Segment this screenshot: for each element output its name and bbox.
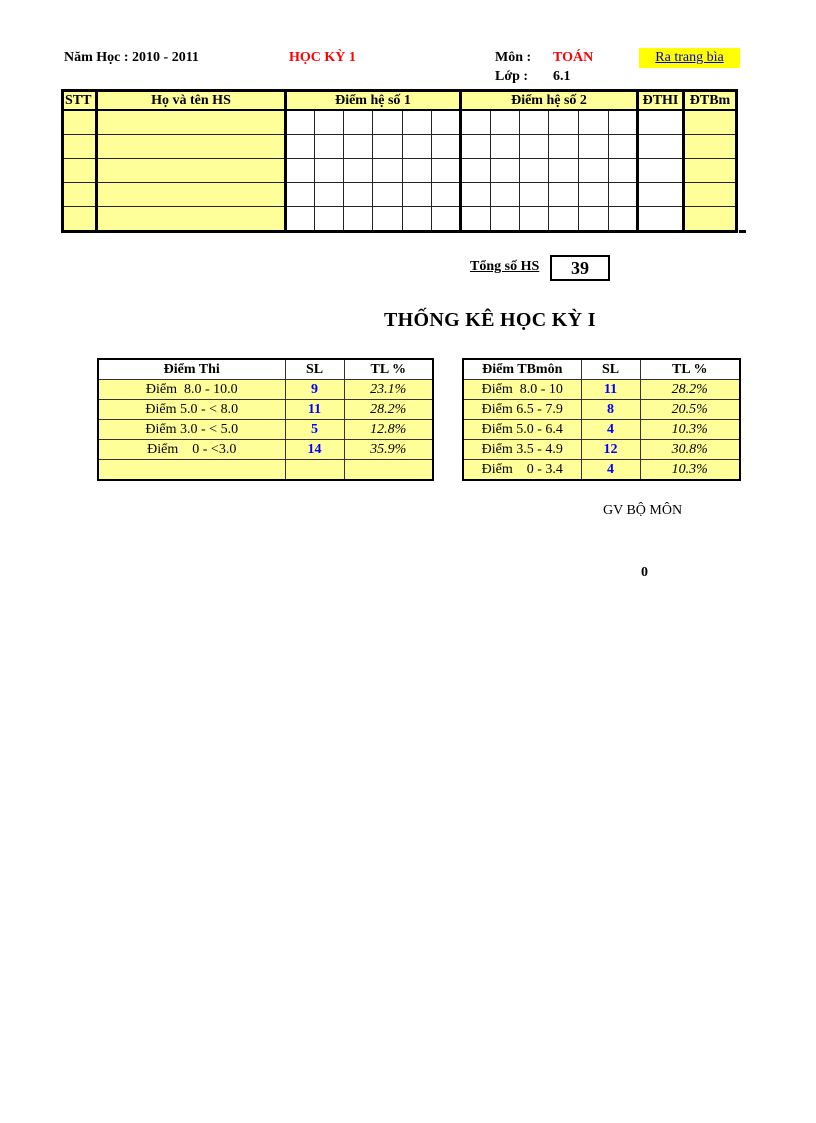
- name-cell[interactable]: [97, 135, 286, 159]
- name-cell[interactable]: [97, 207, 286, 232]
- coef1-cell[interactable]: [432, 110, 461, 135]
- coef1-cell[interactable]: [373, 183, 403, 207]
- count-cell: 11: [581, 380, 640, 400]
- percent-cell: 28.2%: [640, 380, 740, 400]
- avg-stats-row: [463, 380, 740, 400]
- avg-stats-header: [463, 359, 740, 380]
- coef2-cell[interactable]: [491, 183, 520, 207]
- coef1-cell[interactable]: [286, 110, 315, 135]
- count-cell: 9: [285, 380, 344, 400]
- coef2-cell[interactable]: [609, 110, 638, 135]
- coef1-cell[interactable]: [315, 135, 344, 159]
- coef2-cell[interactable]: [579, 207, 609, 232]
- avg-cell[interactable]: [684, 110, 737, 135]
- col-coef1: Điểm hệ số 1: [286, 91, 461, 111]
- table-row: [63, 159, 737, 183]
- range-cell: Điểm 0 - 3.4: [463, 460, 581, 481]
- coef2-cell[interactable]: [609, 135, 638, 159]
- coef1-cell[interactable]: [403, 135, 432, 159]
- name-cell[interactable]: [97, 110, 286, 135]
- range-cell: Điểm 8.0 - 10.0: [98, 380, 285, 400]
- coef2-cell[interactable]: [549, 110, 579, 135]
- percent-cell: 10.3%: [640, 460, 740, 481]
- exam-cell[interactable]: [638, 110, 684, 135]
- avg-tl-header: TL %: [640, 359, 740, 380]
- coef1-cell[interactable]: [315, 159, 344, 183]
- exam-sl-header: SL: [285, 359, 344, 380]
- coef1-cell[interactable]: [344, 159, 373, 183]
- coef2-cell[interactable]: [609, 183, 638, 207]
- table-row: [63, 110, 737, 135]
- range-cell: Điểm 8.0 - 10: [463, 380, 581, 400]
- count-cell: 4: [581, 420, 640, 440]
- exam-stats-header: [98, 359, 433, 380]
- coef1-cell[interactable]: [373, 135, 403, 159]
- exam-cell[interactable]: [638, 159, 684, 183]
- percent-cell: [344, 460, 433, 481]
- table-row: [63, 207, 737, 232]
- coef1-cell[interactable]: [373, 207, 403, 232]
- table-row: [63, 183, 737, 207]
- coef2-cell[interactable]: [491, 135, 520, 159]
- avg-cell[interactable]: [684, 135, 737, 159]
- school-year: Năm Học : 2010 - 2011: [64, 50, 199, 65]
- avg-stats-table: [462, 358, 741, 481]
- coef1-cell[interactable]: [344, 135, 373, 159]
- exam-stats-table: [97, 358, 434, 481]
- count-cell: 12: [581, 440, 640, 460]
- count-cell: 8: [581, 400, 640, 420]
- exam-stats-row: [98, 440, 433, 460]
- coef1-cell[interactable]: [432, 159, 461, 183]
- coef2-cell[interactable]: [549, 207, 579, 232]
- teacher-name: 0: [641, 565, 648, 580]
- exam-stats-row: [98, 380, 433, 400]
- stt-cell[interactable]: [63, 110, 97, 135]
- percent-cell: 12.8%: [344, 420, 433, 440]
- coef2-cell[interactable]: [549, 183, 579, 207]
- table-bottom-border-extension: [739, 230, 746, 233]
- col-avg: ĐTBm: [684, 91, 737, 111]
- coef2-cell[interactable]: [491, 159, 520, 183]
- percent-cell: 10.3%: [640, 420, 740, 440]
- coef2-cell[interactable]: [520, 183, 549, 207]
- exam-cell[interactable]: [638, 135, 684, 159]
- name-cell[interactable]: [97, 183, 286, 207]
- coef2-cell[interactable]: [491, 110, 520, 135]
- coef2-cell[interactable]: [461, 135, 491, 159]
- percent-cell: 35.9%: [344, 440, 433, 460]
- stt-cell[interactable]: [63, 159, 97, 183]
- semester-title: HỌC KỲ 1: [289, 50, 356, 65]
- avg-stats-row: [463, 440, 740, 460]
- col-name: Họ và tên HS: [97, 91, 286, 111]
- coef2-cell[interactable]: [579, 183, 609, 207]
- avg-cell[interactable]: [684, 183, 737, 207]
- coef2-cell[interactable]: [520, 135, 549, 159]
- avg-cell[interactable]: [684, 159, 737, 183]
- avg-cell[interactable]: [684, 207, 737, 232]
- subject-value: TOÁN: [553, 50, 594, 65]
- class-value: 6.1: [553, 69, 571, 84]
- coef2-cell[interactable]: [461, 110, 491, 135]
- col-coef2: Điểm hệ số 2: [461, 91, 638, 111]
- range-cell: [98, 460, 285, 481]
- coef1-cell[interactable]: [315, 207, 344, 232]
- range-cell: Điểm 5.0 - < 8.0: [98, 400, 285, 420]
- grade-table: [61, 89, 738, 233]
- grade-table-header: [63, 91, 737, 111]
- coef1-cell[interactable]: [286, 207, 315, 232]
- coef2-cell[interactable]: [520, 207, 549, 232]
- exam-cell[interactable]: [638, 207, 684, 232]
- percent-cell: 20.5%: [640, 400, 740, 420]
- total-students-label: Tổng số HS: [470, 259, 540, 274]
- count-cell: 5: [285, 420, 344, 440]
- cover-page-link[interactable]: Ra trang bìa: [655, 50, 724, 65]
- teacher-label: GV BỘ MÔN: [603, 503, 683, 518]
- stt-cell[interactable]: [63, 183, 97, 207]
- percent-cell: 23.1%: [344, 380, 433, 400]
- coef2-cell[interactable]: [579, 159, 609, 183]
- total-students-value: 39: [550, 255, 610, 281]
- coef1-cell[interactable]: [344, 183, 373, 207]
- coef1-cell[interactable]: [432, 135, 461, 159]
- stt-cell[interactable]: [63, 207, 97, 232]
- coef1-cell[interactable]: [432, 207, 461, 232]
- range-cell: Điểm 6.5 - 7.9: [463, 400, 581, 420]
- coef2-cell[interactable]: [609, 207, 638, 232]
- coef2-cell[interactable]: [579, 135, 609, 159]
- coef2-cell[interactable]: [491, 207, 520, 232]
- percent-cell: 30.8%: [640, 440, 740, 460]
- coef1-cell[interactable]: [403, 207, 432, 232]
- count-cell: 4: [581, 460, 640, 481]
- exam-stats-row: [98, 400, 433, 420]
- coef1-cell[interactable]: [403, 110, 432, 135]
- exam-tl-header: TL %: [344, 359, 433, 380]
- coef1-cell[interactable]: [432, 183, 461, 207]
- coef1-cell[interactable]: [286, 183, 315, 207]
- count-cell: [285, 460, 344, 481]
- avg-stats-row: [463, 400, 740, 420]
- table-row: [63, 135, 737, 159]
- name-cell[interactable]: [97, 159, 286, 183]
- count-cell: 14: [285, 440, 344, 460]
- coef2-cell[interactable]: [579, 110, 609, 135]
- coef2-cell[interactable]: [549, 135, 579, 159]
- coef2-cell[interactable]: [461, 207, 491, 232]
- exam-stats-row: [98, 420, 433, 440]
- coef2-cell[interactable]: [461, 159, 491, 183]
- avg-stats-row: [463, 420, 740, 440]
- range-cell: Điểm 0 - <3.0: [98, 440, 285, 460]
- coef1-cell[interactable]: [286, 135, 315, 159]
- coef2-cell[interactable]: [520, 110, 549, 135]
- col-stt: STT: [63, 91, 97, 111]
- coef1-cell[interactable]: [403, 159, 432, 183]
- coef1-cell[interactable]: [373, 159, 403, 183]
- coef1-cell[interactable]: [403, 183, 432, 207]
- coef2-cell[interactable]: [609, 159, 638, 183]
- exam-cell[interactable]: [638, 183, 684, 207]
- exam-range-header: Điểm Thi: [98, 359, 285, 380]
- coef2-cell[interactable]: [549, 159, 579, 183]
- avg-sl-header: SL: [581, 359, 640, 380]
- range-cell: Điểm 3.0 - < 5.0: [98, 420, 285, 440]
- percent-cell: 28.2%: [344, 400, 433, 420]
- coef2-cell[interactable]: [520, 159, 549, 183]
- stats-title: THỐNG KÊ HỌC KỲ I: [384, 309, 596, 331]
- coef1-cell[interactable]: [373, 110, 403, 135]
- avg-range-header: Điểm TBmôn: [463, 359, 581, 380]
- coef1-cell[interactable]: [344, 207, 373, 232]
- coef1-cell[interactable]: [315, 110, 344, 135]
- coef1-cell[interactable]: [286, 159, 315, 183]
- col-exam: ĐTHI: [638, 91, 684, 111]
- class-label: Lớp :: [495, 69, 529, 84]
- cover-link-box: [639, 48, 740, 68]
- range-cell: Điểm 3.5 - 4.9: [463, 440, 581, 460]
- stt-cell[interactable]: [63, 135, 97, 159]
- coef1-cell[interactable]: [315, 183, 344, 207]
- count-cell: 11: [285, 400, 344, 420]
- subject-label: Môn :: [495, 50, 532, 65]
- exam-stats-row: [98, 460, 433, 481]
- range-cell: Điểm 5.0 - 6.4: [463, 420, 581, 440]
- coef2-cell[interactable]: [461, 183, 491, 207]
- avg-stats-row: [463, 460, 740, 481]
- coef1-cell[interactable]: [344, 110, 373, 135]
